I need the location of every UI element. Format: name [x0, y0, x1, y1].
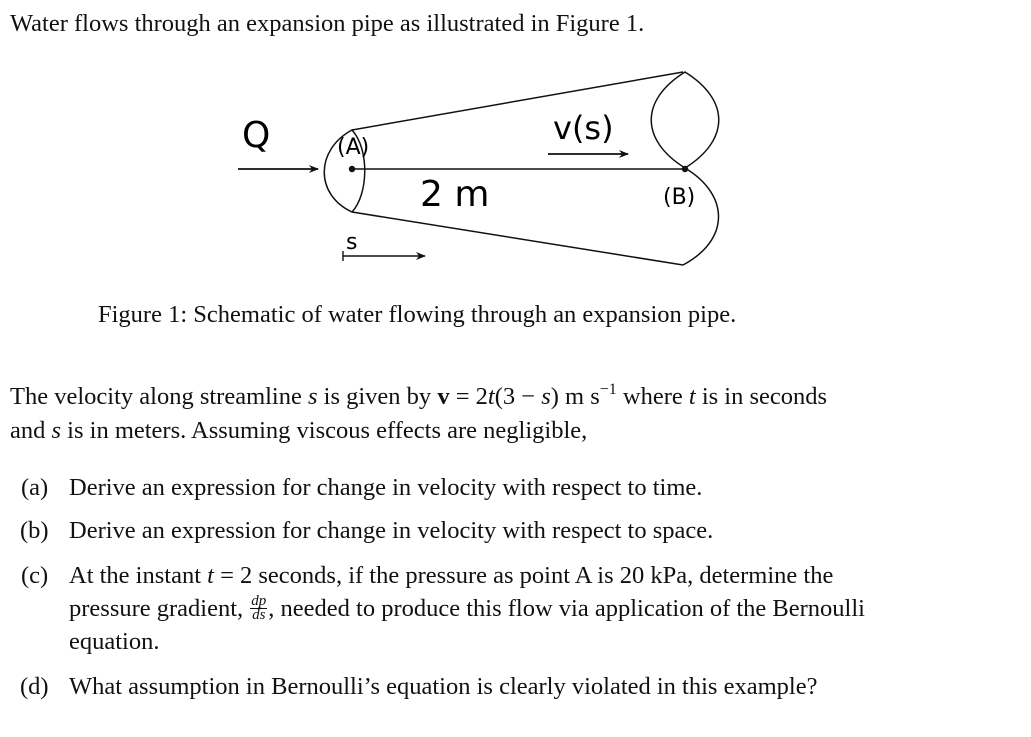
paragraph-line-1: The velocity along streamline s is given by v = 2t(3 − s) m $s^{-1}$ where t is in seconds — [10, 381, 828, 410]
outlet-section-upper — [651, 72, 719, 168]
question-a-label: (a) — [21, 474, 49, 501]
point-b-marker — [682, 166, 688, 172]
question-b-text: Derive an expression for change in velocity with respect to space. — [69, 517, 714, 544]
label-length: 2 m — [420, 174, 490, 215]
question-c-line-2: pressure gradient, $\frac{dp}{ds}$ , needed to produce this flow via application of the Bernoulli — [69, 592, 865, 623]
question-b-label: (b) — [20, 517, 49, 544]
label-s: s — [346, 230, 358, 255]
question-c-label: (c) — [21, 562, 49, 589]
pipe-top-wall — [352, 72, 683, 130]
question-d-label: (d) — [20, 673, 49, 700]
point-a-marker — [349, 166, 355, 172]
figure-caption: Figure 1: Schematic of water flowing through an expansion pipe. — [98, 301, 737, 328]
paragraph-line-2: and s is in meters. Assuming viscous effects are negligible, — [10, 417, 588, 444]
label-b: (B) — [663, 185, 696, 210]
question-c-line-1: At the instant t = 2 seconds, if the pressure as point A is 20 kPa, determine the — [69, 562, 834, 589]
label-a: (A) — [337, 135, 370, 160]
question-d-text: What assumption in Bernoulli’s equation is clearly violated in this example? — [69, 673, 818, 700]
pipe-bottom-wall — [352, 212, 683, 265]
question-c-line-3: equation. — [69, 628, 160, 655]
pipe-figure — [0, 0, 1031, 300]
intro-text: Water flows through an expansion pipe as illustrated in Figure 1. — [10, 10, 645, 37]
label-vs: v(s) — [553, 109, 614, 147]
pressure-gradient-fraction: $\frac{dp}{ds}$ — [251, 592, 267, 623]
label-q: Q — [242, 115, 271, 156]
question-a-text: Derive an expression for change in velocity with respect to time. — [69, 474, 703, 501]
outlet-section-lower — [683, 168, 719, 265]
